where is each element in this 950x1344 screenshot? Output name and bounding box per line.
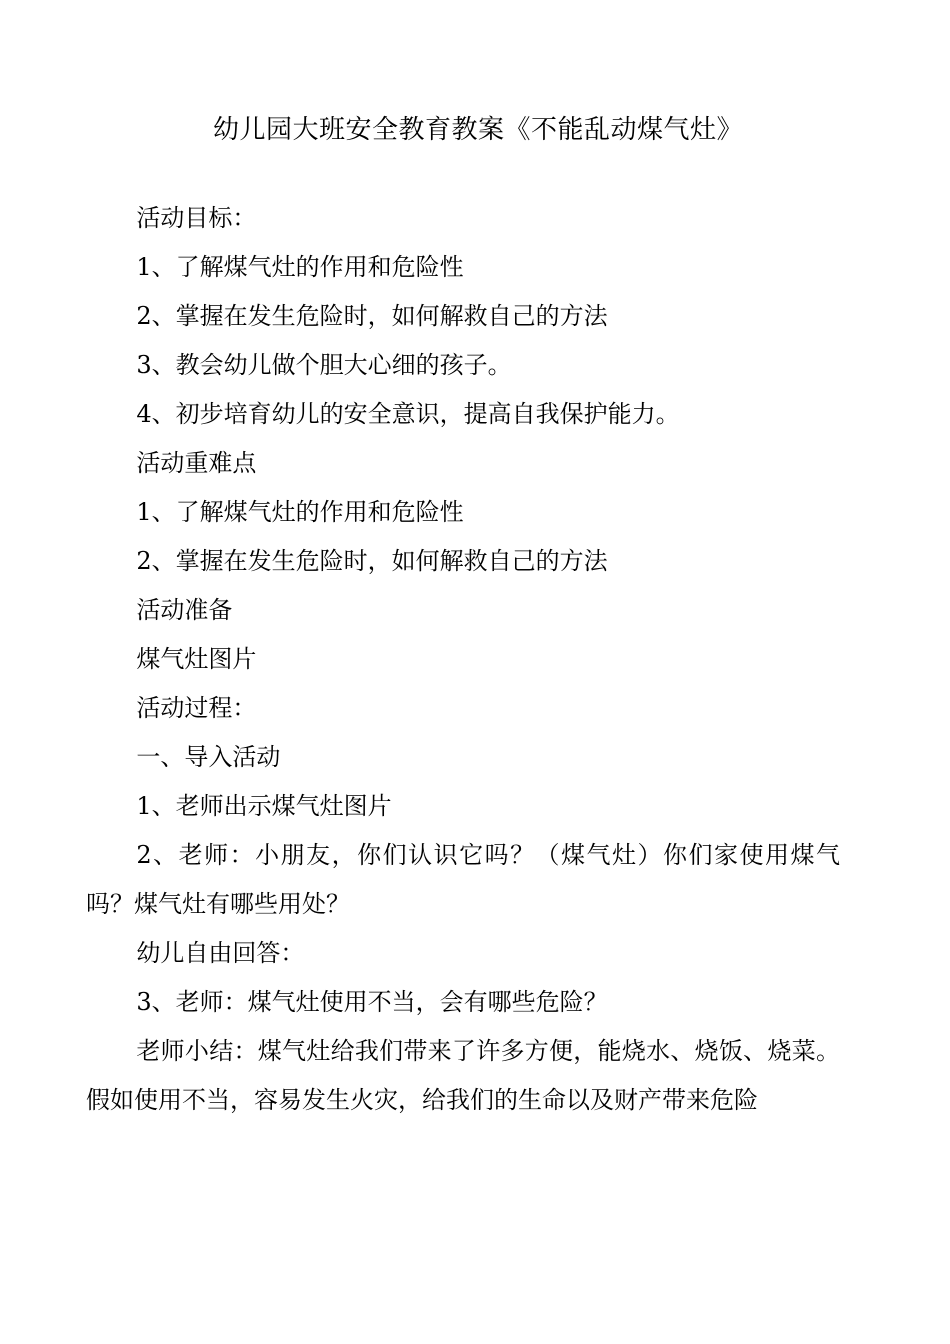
paragraph-step-1: 1、老师出示煤气灶图片	[136, 792, 392, 820]
paragraph-step-3: 3、老师：煤气灶使用不当，会有哪些危险？	[136, 988, 608, 1016]
paragraph-teacher-summary: 老师小结：煤气灶给我们带来了许多方便，能烧水、烧饭、烧菜。假如使用不当，容易发生火灾，给我们的生命以及财产带来危险	[86, 1037, 840, 1114]
paragraph-key-point-2: 2、掌握在发生危险时，如何解救自己的方法	[136, 547, 608, 575]
paragraph-goal-3: 3、教会幼儿做个胆大心细的孩子。	[136, 351, 512, 379]
paragraph-preparation-heading: 活动准备	[136, 596, 233, 624]
paragraph-children-answer: 幼儿自由回答：	[136, 939, 305, 967]
paragraph-goal-1: 1、了解煤气灶的作用和危险性	[136, 253, 464, 281]
paragraph-activity-goals-heading: 活动目标：	[136, 204, 257, 232]
paragraph-goal-4: 4、初步培育幼儿的安全意识，提高自我保护能力。	[136, 400, 680, 428]
document-title: 幼儿园大班安全教育教案《不能乱动煤气灶》	[212, 115, 743, 145]
paragraph-process-heading: 活动过程：	[136, 694, 257, 722]
paragraph-key-points-heading: 活动重难点	[136, 449, 257, 477]
paragraph-key-point-1: 1、了解煤气灶的作用和危险性	[136, 498, 464, 526]
paragraph-section-intro: 一、导入活动	[136, 743, 281, 771]
document-body	[86, 194, 840, 1125]
paragraph-step-2: 2、老师：小朋友，你们认识它吗？（煤气灶）你们家使用煤气吗？煤气灶有哪些用处？	[86, 841, 840, 918]
paragraph-preparation-item: 煤气灶图片	[136, 645, 257, 673]
paragraph-goal-2: 2、掌握在发生危险时，如何解救自己的方法	[136, 302, 608, 330]
